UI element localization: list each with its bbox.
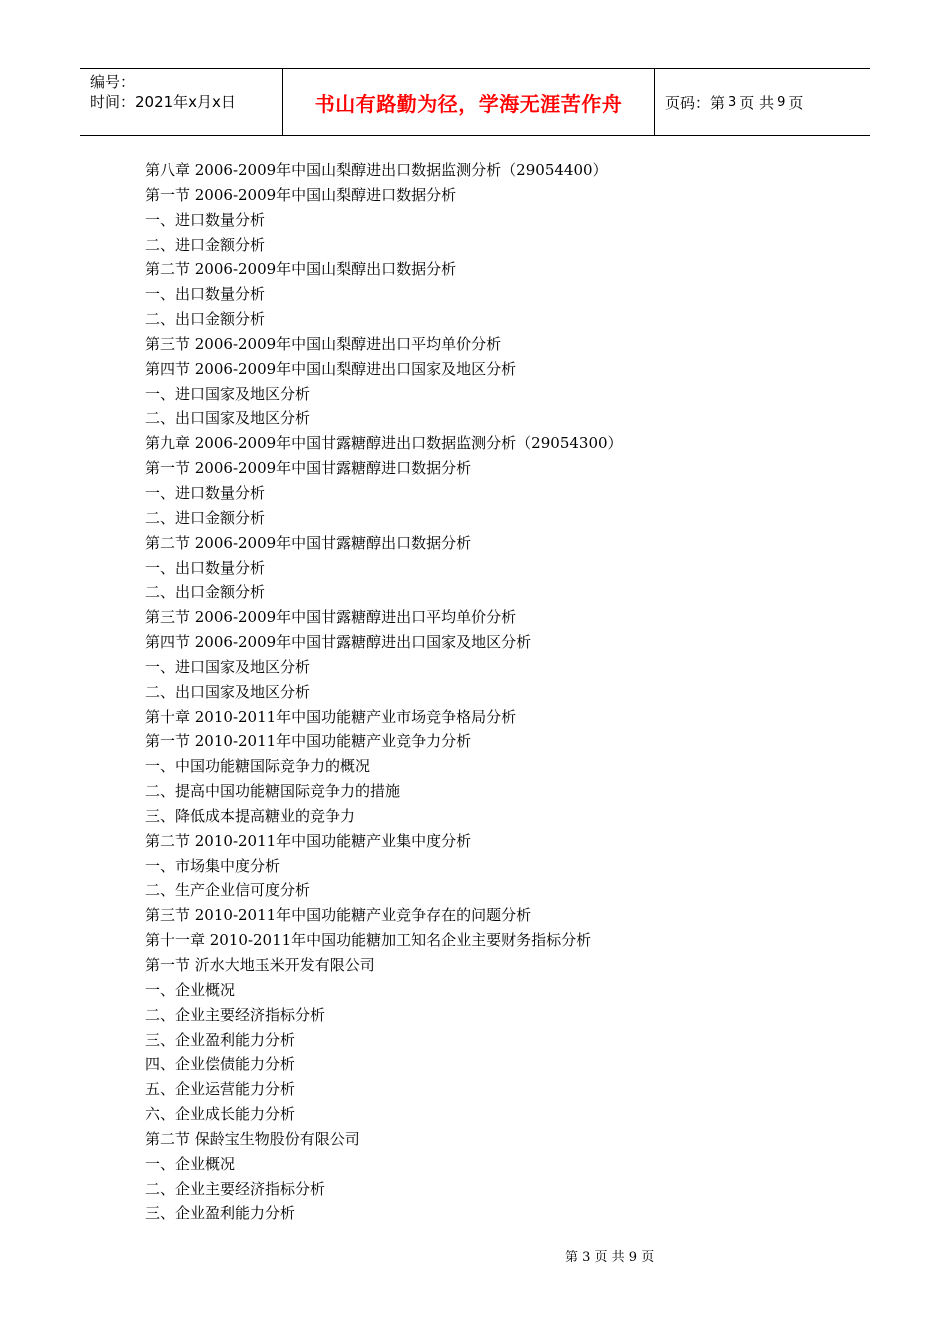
page-header: [80, 68, 870, 136]
toc-entry: 二、出口国家及地区分析: [145, 409, 311, 428]
toc-entry: 一、进口国家及地区分析: [145, 657, 311, 676]
page-prefix: 页码：第: [665, 93, 726, 112]
header-motto: [283, 69, 655, 135]
toc-entry: 第九章 2006-2009年中国甘露糖醇进出口数据监测分析（29054300）: [145, 434, 623, 453]
toc-entry: 六、企业成长能力分析: [145, 1105, 296, 1124]
page-total: 9: [777, 94, 786, 110]
toc-entry: 二、进口金额分析: [145, 235, 266, 254]
document-number-label: 编号：: [90, 73, 136, 91]
toc-entry: 三、企业盈利能力分析: [145, 1204, 296, 1223]
toc-entry: 一、出口数量分析: [145, 285, 266, 304]
toc-entry: 第八章 2006-2009年中国山梨醇进出口数据监测分析（29054400）: [145, 161, 608, 179]
toc-entry: 第一节 2006-2009年中国甘露糖醇进口数据分析: [145, 459, 472, 478]
toc-entry: 第二节 2006-2009年中国山梨醇出口数据分析: [145, 260, 457, 279]
toc-entry: 三、降低成本提高糖业的竞争力: [145, 806, 356, 825]
toc-entry: 第二节 2010-2011年中国功能糖产业集中度分析: [145, 831, 472, 850]
toc-entry: 第三节 2006-2009年中国甘露糖醇进出口平均单价分析: [145, 608, 517, 627]
toc-entry: 第三节 2010-2011年中国功能糖产业竞争存在的问题分析: [145, 906, 532, 925]
toc-entry: 二、出口金额分析: [145, 583, 266, 602]
page-current: 3: [728, 94, 737, 110]
toc-entry: 一、出口数量分析: [145, 558, 266, 577]
toc-entry: 二、进口金额分析: [145, 508, 266, 527]
toc-entry: 二、企业主要经济指标分析: [145, 1179, 326, 1198]
toc-entry: 二、企业主要经济指标分析: [145, 1005, 326, 1024]
toc-entry: 第二节 2006-2009年中国甘露糖醇出口数据分析: [145, 533, 472, 552]
header-page-indicator: [655, 69, 870, 135]
toc-entry: 第一节 2006-2009年中国山梨醇进口数据分析: [145, 185, 457, 204]
toc-entry: 二、出口国家及地区分析: [145, 682, 311, 701]
toc-entry: 一、进口数量分析: [145, 483, 266, 502]
toc-entry: 第一节 2010-2011年中国功能糖产业竞争力分析: [145, 732, 472, 751]
toc-entry: 二、生产企业信可度分析: [145, 881, 311, 900]
toc-entry: 第二节 保龄宝生物股份有限公司: [145, 1129, 360, 1148]
toc-entry: 三、企业盈利能力分析: [145, 1030, 296, 1049]
toc-entry: 第四节 2006-2009年中国山梨醇进出口国家及地区分析: [145, 359, 517, 378]
toc-entry: 第四节 2006-2009年中国甘露糖醇进出口国家及地区分析: [145, 633, 532, 652]
toc-entry: 一、中国功能糖国际竞争力的概况: [145, 757, 371, 776]
page-suffix: 页: [788, 93, 804, 112]
toc-entry: 第十章 2010-2011年中国功能糖产业市场竞争格局分析: [145, 707, 517, 726]
motto-text: 书山有路勤为径，学海无涯苦作舟: [314, 91, 623, 116]
toc-entry: 二、出口金额分析: [145, 310, 266, 329]
footer-page-number: 第 3 页 共 9 页: [565, 1250, 655, 1265]
toc-entry: 一、企业概况: [145, 1154, 236, 1173]
header-meta: [80, 69, 283, 135]
table-of-contents: [145, 158, 845, 1226]
document-date: 时间：2021年x月x日: [90, 93, 236, 111]
toc-entry: 五、企业运营能力分析: [145, 1080, 296, 1099]
toc-entry: 第三节 2006-2009年中国山梨醇进出口平均单价分析: [145, 334, 502, 353]
toc-entry: 一、市场集中度分析: [145, 856, 281, 875]
toc-entry: 一、企业概况: [145, 980, 236, 999]
toc-entry: 第一节 沂水大地玉米开发有限公司: [145, 956, 375, 974]
toc-entry: 四、企业偿债能力分析: [145, 1055, 296, 1074]
page-middle: 页 共: [739, 93, 775, 112]
toc-entry: 一、进口国家及地区分析: [145, 384, 311, 403]
toc-entry: 第十一章 2010-2011年中国功能糖加工知名企业主要财务指标分析: [145, 931, 592, 950]
toc-entry: 一、进口数量分析: [145, 210, 266, 229]
toc-entry: 二、提高中国功能糖国际竞争力的措施: [145, 782, 401, 801]
